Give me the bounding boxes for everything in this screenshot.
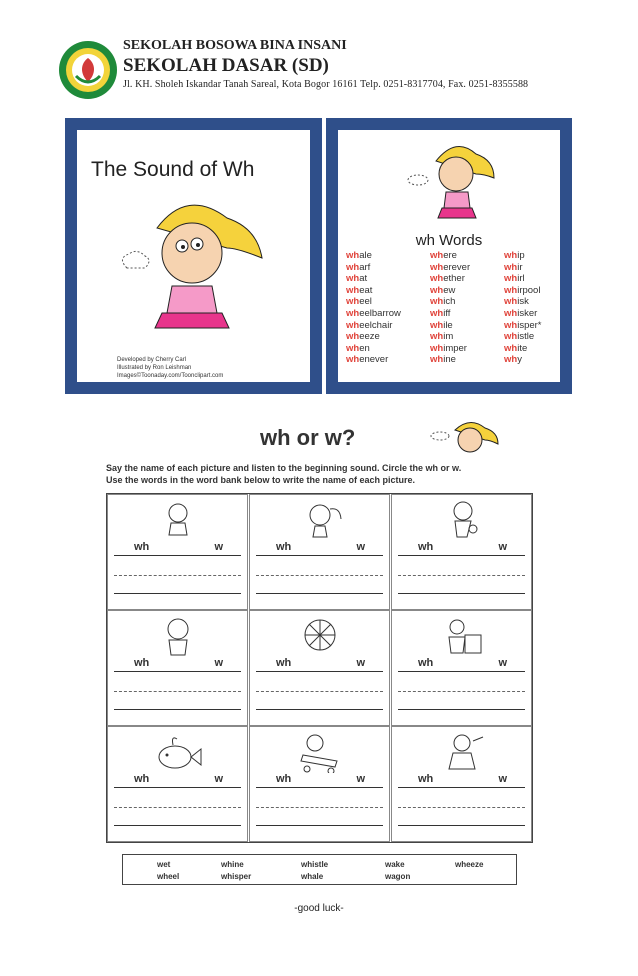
picture-cell [391, 726, 532, 842]
wh-word: whiff [430, 307, 451, 319]
wh-word: where [430, 250, 457, 261]
cover-credits: Developed by Cherry Carl Illustrated by Ron Leishman Images©Toonaday.com/Toonclipart.com [117, 357, 224, 379]
wh-word: whip [504, 250, 525, 261]
option-wh[interactable]: wh [418, 657, 434, 669]
girl-head-icon [430, 418, 500, 458]
word-bank-word: whisper [221, 872, 252, 881]
picture-illustration [437, 499, 487, 541]
answer-line-bottom[interactable] [114, 709, 241, 710]
wh-word: what [346, 273, 368, 285]
option-wh[interactable]: wh [418, 773, 434, 785]
picture-illustration [437, 731, 487, 773]
worksheet-instructions: Say the name of each picture and listen to the beginning sound. Circle the wh or w. Use the words in the word bank below to write the name of each picture. [106, 463, 462, 485]
answer-line-top [398, 555, 525, 556]
answer-line-top [114, 787, 241, 788]
wh-word: white [504, 342, 528, 354]
picture-cell [107, 610, 248, 726]
answer-line-mid [256, 691, 383, 692]
wh-word: whale [346, 250, 372, 261]
wh-word: wheat [346, 284, 373, 296]
option-wh[interactable]: wh [276, 541, 292, 553]
school-logo [58, 40, 118, 100]
answer-line-bottom[interactable] [114, 593, 241, 594]
option-wh[interactable]: wh [418, 541, 434, 553]
word-bank-word: whine [221, 860, 244, 869]
wh-word: while [430, 319, 453, 331]
word-bank-word: wheeze [455, 860, 484, 869]
wh-word: wheel [346, 296, 372, 308]
answer-line-bottom[interactable] [256, 709, 383, 710]
cover-title: The Sound of Wh [91, 158, 255, 181]
picture-illustration [295, 731, 345, 773]
answer-line-mid [398, 807, 525, 808]
picture-cell [249, 726, 390, 842]
answer-line-mid [256, 807, 383, 808]
word-column-2 [430, 250, 470, 366]
wh-word: wherever [430, 261, 471, 273]
word-bank-word: whale [301, 872, 324, 881]
wh-word: whenever [346, 354, 389, 366]
option-wh[interactable]: wh [276, 657, 292, 669]
wh-word: whisker [504, 307, 538, 319]
picture-illustration [437, 615, 487, 657]
picture-cell [107, 494, 248, 610]
worksheet-title: wh or w? [260, 425, 356, 450]
word-bank-word: wheel [157, 872, 180, 881]
wh-word: wharf [346, 261, 371, 273]
wh-word: whine [430, 354, 456, 366]
wh-word: whirl [504, 273, 525, 285]
cover-card [65, 118, 322, 394]
wh-word: whistle [504, 331, 535, 343]
word-bank-word: wake [385, 860, 405, 869]
answer-line-mid [398, 575, 525, 576]
school-level: SEKOLAH DASAR (SD) [123, 55, 329, 76]
footer-text: -good luck- [294, 903, 344, 914]
answer-line-bottom[interactable] [114, 825, 241, 826]
picture-cell [107, 726, 248, 842]
answer-line-top [256, 787, 383, 788]
picture-cell [249, 610, 390, 726]
answer-line-mid [114, 807, 241, 808]
answer-line-top [398, 787, 525, 788]
answer-line-mid [256, 575, 383, 576]
wh-word: whimper [430, 342, 467, 354]
answer-line-top [398, 671, 525, 672]
answer-line-bottom[interactable] [256, 825, 383, 826]
wh-word: wheeze [346, 331, 380, 343]
option-w[interactable]: w [498, 773, 507, 785]
answer-line-mid [398, 691, 525, 692]
option-w[interactable]: w [498, 541, 507, 553]
option-w[interactable]: w [214, 541, 223, 553]
word-column-1 [346, 250, 401, 366]
wh-word: why [504, 354, 522, 366]
wh-word: whew [430, 284, 456, 296]
option-w[interactable]: w [356, 541, 365, 553]
wh-word: whir [504, 261, 523, 273]
word-bank [122, 854, 517, 885]
answer-line-bottom[interactable] [398, 593, 525, 594]
girl-illustration [117, 188, 267, 338]
word-bank-word: wagon [385, 872, 411, 881]
option-w[interactable]: w [498, 657, 507, 669]
word-column-3 [504, 250, 542, 366]
answer-line-bottom[interactable] [398, 709, 525, 710]
picture-illustration [153, 499, 203, 541]
word-bank-word: whistle [301, 860, 329, 869]
wh-word: wheelbarrow [346, 307, 401, 319]
picture-illustration [295, 499, 345, 541]
option-wh[interactable]: wh [134, 657, 150, 669]
answer-line-top [256, 555, 383, 556]
picture-illustration [153, 615, 203, 657]
school-name: SEKOLAH BOSOWA BINA INSANI [123, 38, 347, 53]
option-wh[interactable]: wh [276, 773, 292, 785]
answer-line-bottom[interactable] [256, 593, 383, 594]
word-bank-word: wet [157, 860, 171, 869]
option-w[interactable]: w [356, 657, 365, 669]
wh-word: whether [430, 273, 465, 285]
word-list-title: wh Words [415, 232, 483, 249]
option-wh[interactable]: wh [134, 541, 150, 553]
option-wh[interactable]: wh [134, 773, 150, 785]
wh-word: whisper* [504, 319, 542, 331]
answer-line-mid [114, 691, 241, 692]
wh-word: whim [430, 331, 454, 343]
wh-word: wheelchair [346, 319, 393, 331]
answer-line-top [256, 671, 383, 672]
answer-line-bottom[interactable] [398, 825, 525, 826]
option-w[interactable]: w [214, 657, 223, 669]
picture-grid [106, 493, 533, 843]
picture-cell [249, 494, 390, 610]
answer-line-mid [114, 575, 241, 576]
school-address: Jl. KH. Sholeh Iskandar Tanah Sareal, Kota Bogor 16161 Telp. 0251-8317704, Fax. 0251-8355588 [123, 79, 529, 90]
wh-word: which [430, 296, 456, 308]
option-w[interactable]: w [356, 773, 365, 785]
answer-line-top [114, 555, 241, 556]
picture-illustration [295, 615, 345, 657]
picture-cell [391, 610, 532, 726]
wh-word: whirpool [504, 284, 541, 296]
girl-thinking-illustration [406, 136, 496, 226]
picture-cell [391, 494, 532, 610]
option-w[interactable]: w [214, 773, 223, 785]
wh-word: when [346, 342, 370, 354]
answer-line-top [114, 671, 241, 672]
wh-word: whisk [504, 296, 529, 308]
word-list-card [326, 118, 572, 394]
picture-illustration [153, 731, 203, 773]
